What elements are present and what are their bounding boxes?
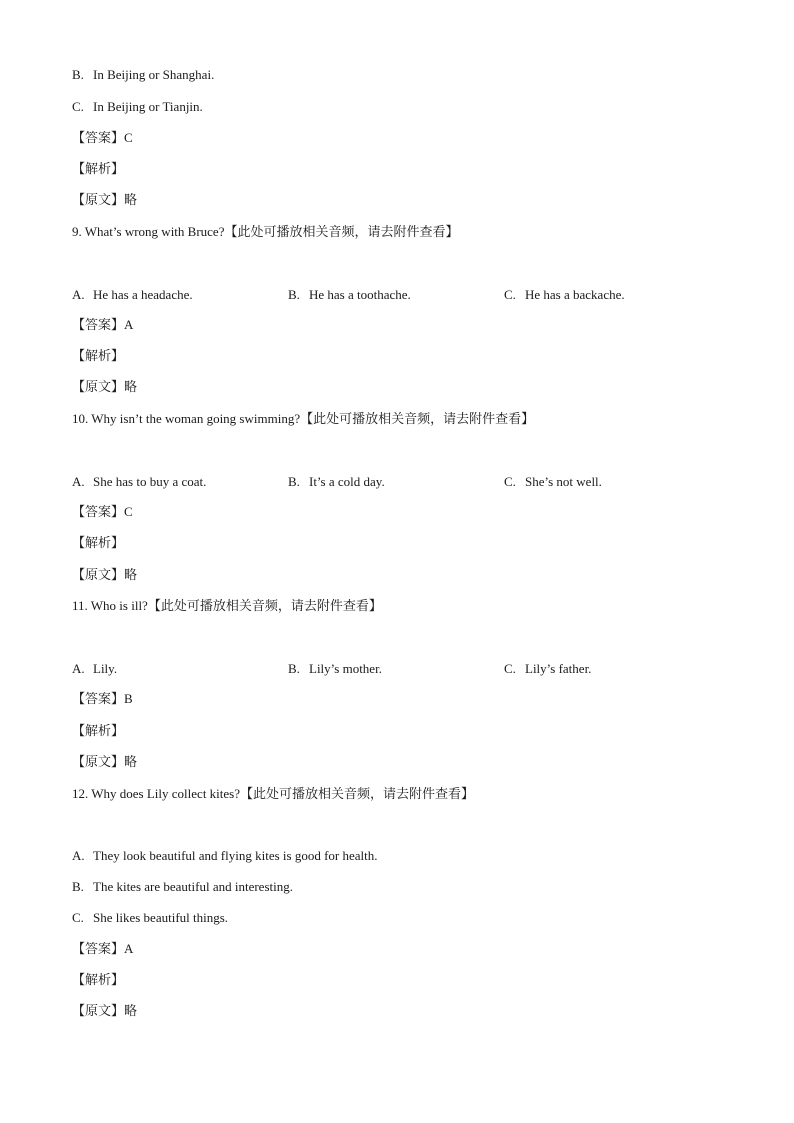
q9-option-b: B. He has a toothache.: [288, 287, 411, 302]
q11-option-c: C. Lily’s father.: [504, 661, 592, 676]
q10-option-c: C. She’s not well.: [504, 474, 602, 489]
q11-analysis: 【解析】: [72, 723, 125, 738]
q10-answer: 【答案】C: [72, 504, 133, 519]
answer-label: 【答案】C: [72, 130, 133, 145]
q9-answer: 【答案】A: [72, 317, 134, 332]
q10-analysis: 【解析】: [72, 535, 125, 550]
q9-option-a: A. He has a headache.: [72, 287, 193, 302]
option-b: B. In Beijing or Shanghai.: [72, 67, 215, 82]
question-9: 9. What’s wrong with Bruce?【此处可播放相关音频，请去附件查看】: [72, 224, 459, 239]
q10-original: 【原文】略: [72, 567, 138, 582]
option-c: C. In Beijing or Tianjin.: [72, 99, 203, 114]
q12-option-c: C. She likes beautiful things.: [72, 910, 229, 925]
q11-original: 【原文】略: [72, 754, 138, 769]
question-11: 11. Who is ill?【此处可播放相关音频，请去附件查看】: [72, 598, 382, 613]
q12-original: 【原文】略: [72, 1003, 138, 1018]
q9-original: 【原文】略: [72, 379, 138, 394]
q12-option-b: B. The kites are beautiful and interesting.: [72, 879, 293, 894]
question-10: 10. Why isn’t the woman going swimming?【此处可播放相关音频，请去附件查看】: [72, 411, 535, 426]
q10-option-a: A. She has to buy a coat.: [72, 474, 207, 489]
q12-analysis: 【解析】: [72, 972, 125, 987]
q9-analysis: 【解析】: [72, 348, 125, 363]
analysis-label: 【解析】: [72, 161, 125, 176]
q11-answer: 【答案】B: [72, 691, 133, 706]
q12-option-a: A. They look beautiful and flying kites is good for health.: [72, 848, 378, 863]
q10-option-b: B. It’s a cold day.: [288, 474, 385, 489]
original-text-label: 【原文】略: [72, 192, 138, 207]
question-12: 12. Why does Lily collect kites?【此处可播放相关音频，请去附件查看】: [72, 786, 474, 801]
q11-option-a: A. Lily.: [72, 661, 118, 676]
q12-answer: 【答案】A: [72, 941, 134, 956]
q11-option-b: B. Lily’s mother.: [288, 661, 382, 676]
q9-option-c: C. He has a backache.: [504, 287, 625, 302]
